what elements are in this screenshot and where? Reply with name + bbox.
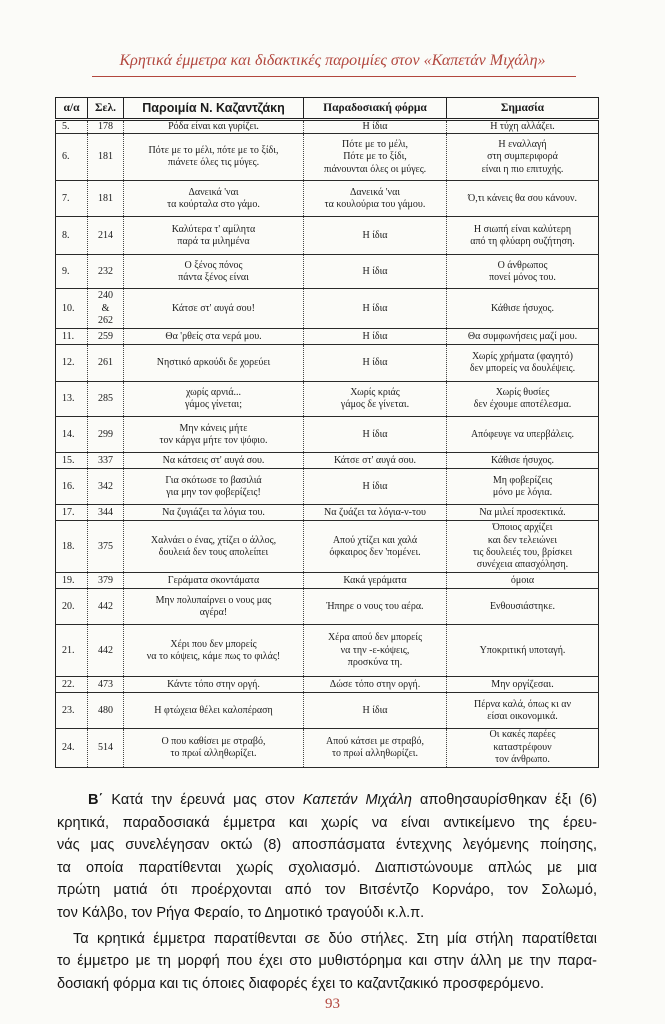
cell-page: 261 [88,345,124,382]
cell-proverb: Καλύτερα τ' αμίλητα παρά τα μιλημένα [124,217,304,255]
cell-meaning: Ο άνθρωπος πονεί μόνος του. [447,255,599,289]
cell-proverb: Γεράματα σκοντάματα [124,573,304,589]
table-row [56,469,599,505]
cell-meaning: Πέρνα καλά, όπως κι αν είσαι οικονομικά. [447,693,599,729]
table-header-row [56,98,599,120]
cell-num: 13. [56,382,88,417]
cell-proverb: Χέρι που δεν μπορείς να το κόψεις, κάμε πως το φιλάς! [124,625,304,677]
cell-page: 473 [88,677,124,693]
cell-page: 337 [88,453,124,469]
cell-traditional: Πότε με το μέλι, Πότε με το ξίδι, πιάνουνται όλες οι μύγες. [304,134,447,181]
cell-traditional: Η ίδια [304,329,447,345]
cell-num: 24. [56,729,88,767]
cell-proverb: Μην κάνεις μήτε τον κάργα μήτε τον ψόφιο. [124,417,304,453]
cell-num: 15. [56,453,88,469]
cell-meaning: Η σιωπή είναι καλύτερη από τη φλύαρη συζήτηση. [447,217,599,255]
table-row [56,573,599,589]
table-row [56,382,599,417]
cell-page: 514 [88,729,124,767]
cell-meaning: Ενθουσιάστηκε. [447,589,599,625]
cell-meaning: Όποιος αρχίζει και δεν τελειώνει τις δουλειές του, βρίσκει συνέχεια απασχόληση. [447,521,599,573]
paragraph-line: πρώτη ματιά ότι προέρχονται από τον Βιτσέντζο Κορνάρο, τον Σολωμό, [57,882,597,899]
paragraph-line: τον Κάλβο, τον Ρήγα Φεραίο, το Δημοτικό τραγούδι κ.λ.π. [57,904,425,921]
cell-proverb: Ρόδα είναι και γυρίζει. [124,120,304,134]
cell-num: 12. [56,345,88,382]
table-row [56,505,599,521]
cell-num: 20. [56,589,88,625]
table-row [56,729,599,767]
cell-proverb: Μην πολυπαίρνει ο νους μας αγέρα! [124,589,304,625]
cell-traditional: Η ίδια [304,217,447,255]
paragraph [57,789,597,925]
table-row [56,453,599,469]
cell-proverb: Χαλνάει ο ένας, χτίζει ο άλλος, δουλειά δεν τους απολείπει [124,521,304,573]
cell-meaning: Η εναλλαγή στη συμπεριφορά είναι η πιο επιτυχής. [447,134,599,181]
cell-num: 5. [56,120,88,134]
cell-proverb: Ο ξένος πόνος πάντα ξένος είναι [124,255,304,289]
cell-traditional: Η ίδια [304,120,447,134]
cell-meaning: Μη φοβερίζεις μόνο με λόγια. [447,469,599,505]
cell-traditional: Δώσε τόπο στην οργή. [304,677,447,693]
line-text: αποθησαυρίσθηκαν έξι (6) [420,792,597,808]
paragraph-line: το έμμετρο με τη μορφή που έχει στο μυθιστόρημα και στην άλλη με την παρα- [57,953,597,970]
cell-page: 232 [88,255,124,289]
cell-page: 442 [88,589,124,625]
cell-meaning: Να μιλεί προσεκτικά. [447,505,599,521]
cell-num: 16. [56,469,88,505]
book-title: Καπετάν Μιχάλη [302,792,412,808]
cell-proverb: Να κάτσεις στ' αυγά σου. [124,453,304,469]
cell-page: 214 [88,217,124,255]
table-row [56,289,599,329]
cell-proverb: Πότε με το μέλι, πότε με το ξίδι, πιάνετε όλες τις μύγες. [124,134,304,181]
col-header-meaning: Σημασία [447,98,599,120]
cell-meaning: Απόφευγε να υπερβάλεις. [447,417,599,453]
cell-meaning: Οι κακές παρέες καταστρέφουν τον άνθρωπο. [447,729,599,767]
cell-page: 299 [88,417,124,453]
table-row [56,345,599,382]
cell-proverb: Για σκότωσε το βασιλιά για μην τον φοβερίζεις! [124,469,304,505]
table-row [56,677,599,693]
cell-meaning: Κάθισε ήσυχος. [447,453,599,469]
cell-meaning: Υποκριτική υποταγή. [447,625,599,677]
col-header-traditional-form: Παραδοσιακή φόρμα [304,98,447,120]
table-row [56,693,599,729]
cell-num: 6. [56,134,88,181]
cell-traditional: Να ζυάζει τα λόγια-ν-του [304,505,447,521]
cell-page: 342 [88,469,124,505]
col-header-proverb: Παροιμία Ν. Καζαντζάκη [124,98,304,120]
cell-traditional: Χέρα απού δεν μπορείς να την -ε-κόψεις, προσκύνα τη. [304,625,447,677]
cell-traditional: Χωρίς κριάς γάμος δε γίνεται. [304,382,447,417]
cell-page: 480 [88,693,124,729]
cell-num: 14. [56,417,88,453]
cell-num: 17. [56,505,88,521]
cell-num: 23. [56,693,88,729]
paragraph [57,928,597,996]
cell-meaning: Ό,τι κάνεις θα σου κάνουν. [447,181,599,217]
table-row [56,589,599,625]
col-header-page: Σελ. [88,98,124,120]
cell-page: 240 & 262 [88,289,124,329]
cell-traditional: Κάτσε στ' αυγά σου. [304,453,447,469]
cell-proverb: Κάτσε στ' αυγά σου! [124,289,304,329]
cell-traditional: Απού χτίζει και χαλά όφκαιρος δεν 'πομένει. [304,521,447,573]
paragraph-line: δοσιακή φόρμα και τις όποιες διαφορές έχει το καζαντζακικό προσφερόμενο. [57,975,544,992]
table-row [56,181,599,217]
cell-num: 22. [56,677,88,693]
cell-num: 11. [56,329,88,345]
table-row [56,134,599,181]
cell-traditional: Η ίδια [304,469,447,505]
table-row [56,120,599,134]
header-divider [92,76,576,77]
cell-traditional: Η ίδια [304,693,447,729]
cell-page: 379 [88,573,124,589]
cell-meaning: όμοια [447,573,599,589]
table-row [56,417,599,453]
table-row [56,329,599,345]
cell-proverb: Θα 'ρθείς στα νερά μου. [124,329,304,345]
cell-num: 8. [56,217,88,255]
cell-traditional: Η ίδια [304,289,447,329]
cell-proverb: Η φτώχεια θέλει καλοπέραση [124,693,304,729]
cell-page: 442 [88,625,124,677]
cell-proverb: Να ζυγιάζει τα λόγια του. [124,505,304,521]
cell-num: 19. [56,573,88,589]
cell-traditional: Δανεικά 'ναι τα κουλούρια του γάμου. [304,181,447,217]
proverbs-table [55,97,599,768]
cell-proverb: χωρίς αρνιά... γάμος γίνεται; [124,382,304,417]
cell-proverb: Ο που καθίσει με στραβό, το πρωί αλληθωρίζει. [124,729,304,767]
paragraph-line: τα οποία παρατίθενται χωρίς σχολιασμό. Διαπιστώνουμε απλώς με μια [57,859,597,876]
page-number: 93 [325,996,340,1012]
cell-traditional: Κακά γεράματα [304,573,447,589]
cell-num: 9. [56,255,88,289]
cell-traditional: Ήπηρε ο νους του αέρα. [304,589,447,625]
cell-num: 10. [56,289,88,329]
col-header-number: α/α [56,98,88,120]
cell-num: 18. [56,521,88,573]
cell-page: 285 [88,382,124,417]
cell-traditional: Απού κάτσει με στραβό, το πρωί αλληθωρίζει. [304,729,447,767]
cell-meaning: Θα συμφωνήσεις μαζί μου. [447,329,599,345]
cell-page: 344 [88,505,124,521]
cell-meaning: Κάθισε ήσυχος. [447,289,599,329]
cell-meaning: Η τύχη αλλάζει. [447,120,599,134]
cell-meaning: Χωρίς χρήματα (φαγητό) δεν μπορείς να δουλέψεις. [447,345,599,382]
paragraph-line: Τα κρητικά έμμετρα παρατίθενται σε δύο στήλες. Στη μία στήλη παρατίθεται [73,930,597,947]
cell-traditional: Η ίδια [304,345,447,382]
section-b-text [57,789,597,995]
line-text: Κατά την έρευνά μας στον [111,792,295,808]
cell-proverb: Δανεικά 'ναι τα κούρταλα στο γάμο. [124,181,304,217]
cell-page: 259 [88,329,124,345]
cell-meaning: Μην οργίζεσαι. [447,677,599,693]
cell-page: 375 [88,521,124,573]
paragraph-line: νάς μας συνελέγησαν οκτώ (8) αποσπάσματα έντεχνης λεγόμενης ποίησης, [57,837,597,854]
cell-page: 178 [88,120,124,134]
table-row [56,521,599,573]
table-body [56,120,599,768]
paragraph-line: κρητικά, παραδοσιακά έμμετρα και χωρίς να είναι αντικείμενο της έρευ- [57,814,597,831]
table-row [56,255,599,289]
cell-num: 7. [56,181,88,217]
cell-traditional: Η ίδια [304,255,447,289]
section-marker: Β΄ [88,792,104,808]
cell-traditional: Η ίδια [304,417,447,453]
cell-page: 181 [88,134,124,181]
running-head: Κρητικά έμμετρα και διδακτικές παροιμίες στον «Καπετάν Μιχάλη» [119,52,546,69]
table-row [56,625,599,677]
cell-num: 21. [56,625,88,677]
cell-proverb: Κάντε τόπο στην οργή. [124,677,304,693]
cell-page: 181 [88,181,124,217]
table-row [56,217,599,255]
cell-proverb: Νηστικό αρκούδι δε χορεύει [124,345,304,382]
paragraph-line [57,789,597,812]
cell-meaning: Χωρίς θυσίες δεν έχουμε αποτέλεσμα. [447,382,599,417]
